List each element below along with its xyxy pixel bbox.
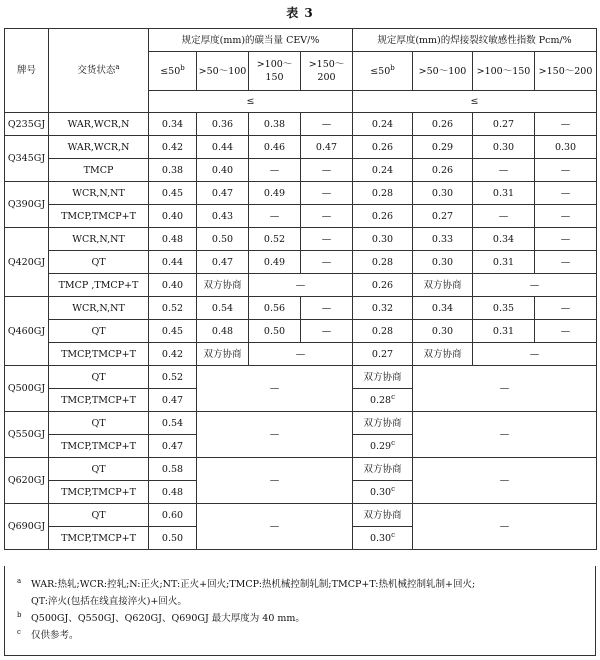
pcm-cell: 0.31 (473, 320, 535, 343)
pcm-cell: 0.31 (473, 251, 535, 274)
cev-cell: 0.58 (149, 458, 197, 481)
state-cell: TMCP,TMCP+T (49, 343, 149, 366)
pcm-cell: 0.30 (535, 136, 597, 159)
table-row (5, 297, 597, 320)
footnote-mark-b: b (390, 63, 395, 72)
pcm-value: 0.28 (369, 394, 392, 406)
cev-cell: 0.48 (197, 320, 249, 343)
pcm-cell: 0.30 (413, 251, 473, 274)
pcm-cell: 0.24 (353, 113, 413, 136)
cev-col-header: >100～150 (249, 52, 301, 91)
cev-cell: 0.36 (197, 113, 249, 136)
pcm-dash-cell: — (413, 412, 597, 458)
footnote-mark-a: a (115, 62, 120, 71)
cev-cell: 0.48 (149, 481, 197, 504)
grade-cell: Q345GJ (5, 136, 49, 182)
footnote-mark-c: c (391, 484, 396, 493)
cev-cell: 0.42 (149, 136, 197, 159)
pcm-dash-cell: — (413, 458, 597, 504)
cev-cell: — (301, 320, 353, 343)
pcm-cell: — (535, 113, 597, 136)
state-cell: TMCP,TMCP+T (49, 481, 149, 504)
pcm-cell: 0.32 (353, 297, 413, 320)
cev-cell: 0.47 (197, 182, 249, 205)
pcm-cell: — (473, 205, 535, 228)
cev-dash-cell: — (197, 458, 353, 504)
cev-group-header: 规定厚度(mm)的碳当量 CEV/% (149, 29, 353, 52)
state-cell: TMCP,TMCP+T (49, 389, 149, 412)
cev-cell: 0.50 (249, 320, 301, 343)
cev-cell: — (301, 182, 353, 205)
table-row (5, 343, 597, 366)
pcm-cell: 0.31 (473, 182, 535, 205)
footnote (17, 610, 585, 627)
cev-cell: 0.52 (149, 366, 197, 389)
cev-cell: — (301, 205, 353, 228)
cev-dash-cell: — (197, 366, 353, 412)
grade-cell: Q620GJ (5, 458, 49, 504)
pcm-cell: 0.29 (413, 136, 473, 159)
pcm-cell: 0.26 (353, 274, 413, 297)
table-row (5, 504, 597, 527)
footnote (17, 576, 585, 593)
pcm-cell: 0.34 (473, 228, 535, 251)
cev-col-header: >150～200 (301, 52, 353, 91)
pcm-agreement-cell: 双方协商 (353, 504, 413, 527)
pcm-dash-cell: — (473, 274, 597, 297)
pcm-cell (353, 481, 413, 504)
cev-cell: 0.56 (249, 297, 301, 320)
cev-dash-cell: — (249, 274, 353, 297)
pcm-cell: 0.35 (473, 297, 535, 320)
pcm-col-header: >150～200 (535, 52, 597, 91)
cev-col-header: >50～100 (197, 52, 249, 91)
state-cell: QT (49, 412, 149, 435)
cev-cell: — (301, 159, 353, 182)
cev-cell: 0.40 (149, 274, 197, 297)
grade-header: 牌号 (5, 29, 49, 113)
pcm-cell: 0.30 (413, 182, 473, 205)
footnote-mark: a (17, 577, 22, 585)
state-header (49, 29, 149, 113)
state-cell: WAR,WCR,N (49, 113, 149, 136)
cev-cell: — (301, 297, 353, 320)
pcm-cell (353, 527, 413, 550)
cev-cell: — (301, 113, 353, 136)
pcm-agreement-cell: 双方协商 (413, 343, 473, 366)
grade-cell: Q235GJ (5, 113, 49, 136)
state-cell: TMCP (49, 159, 149, 182)
pcm-dash-cell: — (413, 504, 597, 550)
table-row (5, 251, 597, 274)
cev-cell: 0.52 (149, 297, 197, 320)
table-row (5, 205, 597, 228)
footnote-mark: c (17, 628, 21, 636)
cev-cell: 0.45 (149, 182, 197, 205)
pcm-cell: 0.26 (353, 136, 413, 159)
cev-cell: 0.50 (197, 228, 249, 251)
pcm-group-header: 规定厚度(mm)的焊接裂纹敏感性指数 Pcm/% (353, 29, 597, 52)
table-row (5, 320, 597, 343)
cev-dash-cell: — (197, 412, 353, 458)
pcm-col-header: >50～100 (413, 52, 473, 91)
pcm-value: 0.29 (369, 440, 392, 452)
state-cell: WCR,N,NT (49, 297, 149, 320)
grade-cell: Q690GJ (5, 504, 49, 550)
pcm-dash-cell: — (413, 366, 597, 412)
state-cell: WCR,N,NT (49, 182, 149, 205)
pcm-value: 0.30 (369, 486, 392, 498)
pcm-col-text: ≤50 (370, 65, 391, 77)
cev-cell: 0.47 (149, 435, 197, 458)
pcm-cell: — (535, 251, 597, 274)
pcm-cell: — (535, 159, 597, 182)
cev-cell: 0.54 (149, 412, 197, 435)
table-row (5, 274, 597, 297)
pcm-cell: 0.27 (413, 205, 473, 228)
cev-cell: 0.42 (149, 343, 197, 366)
footnote-text: Q500GJ、Q550GJ、Q620GJ、Q690GJ 最大厚度为 40 mm。 (31, 613, 305, 624)
pcm-cell: — (473, 159, 535, 182)
grade-cell: Q390GJ (5, 182, 49, 228)
pcm-dash-cell: — (473, 343, 597, 366)
pcm-cell: 0.28 (353, 320, 413, 343)
state-cell: QT (49, 504, 149, 527)
pcm-cell: 0.30 (473, 136, 535, 159)
table-row (5, 366, 597, 389)
pcm-cell: 0.28 (353, 251, 413, 274)
cev-dash-cell: — (197, 504, 353, 550)
pcm-cell: — (535, 205, 597, 228)
state-cell: QT (49, 458, 149, 481)
cev-dash-cell: — (249, 343, 353, 366)
pcm-cell: 0.27 (353, 343, 413, 366)
cev-cell: 0.46 (249, 136, 301, 159)
grade-cell: Q550GJ (5, 412, 49, 458)
cev-cell: 0.50 (149, 527, 197, 550)
cev-cell: 0.44 (149, 251, 197, 274)
cev-cell: — (249, 205, 301, 228)
cev-cell: 0.44 (197, 136, 249, 159)
table-row (5, 136, 597, 159)
cev-cell: 0.47 (301, 136, 353, 159)
pcm-cell: 0.26 (413, 159, 473, 182)
footnote-mark-c: c (391, 438, 396, 447)
state-cell: TMCP,TMCP+T (49, 527, 149, 550)
footnote-mark-b: b (180, 63, 185, 72)
state-cell: TMCP,TMCP+T (49, 205, 149, 228)
state-cell: WCR,N,NT (49, 228, 149, 251)
cev-cell: 0.38 (249, 113, 301, 136)
cev-cell: — (249, 159, 301, 182)
pcm-cell (353, 435, 413, 458)
state-cell: QT (49, 251, 149, 274)
cev-agreement-cell: 双方协商 (197, 343, 249, 366)
pcm-cell (353, 389, 413, 412)
cev-cell: 0.40 (197, 159, 249, 182)
grade-cell: Q500GJ (5, 366, 49, 412)
pcm-cell: 0.30 (353, 228, 413, 251)
cev-cell: 0.49 (249, 182, 301, 205)
cev-cell: 0.40 (149, 205, 197, 228)
pcm-cell: 0.28 (353, 182, 413, 205)
cev-pcm-table (4, 28, 597, 550)
footnote-mark-c: c (391, 392, 396, 401)
state-cell: WAR,WCR,N (49, 136, 149, 159)
pcm-cell: 0.33 (413, 228, 473, 251)
grade-cell: Q420GJ (5, 228, 49, 297)
cev-limit-symbol: ≤ (149, 91, 353, 113)
pcm-cell: 0.24 (353, 159, 413, 182)
cev-cell: 0.48 (149, 228, 197, 251)
pcm-cell: — (535, 182, 597, 205)
footnote-text: 仅供参考。 (31, 630, 79, 641)
cev-cell: 0.45 (149, 320, 197, 343)
footnote-text: WAR:热轧;WCR:控轧;N:正火;NT:正火+回火;TMCP:热机械控制轧制;TMCP+T:热机械控制轧制+回火; (31, 579, 476, 590)
table-title: 表 3 (286, 6, 314, 20)
state-cell: TMCP,TMCP+T (49, 435, 149, 458)
table-row (5, 113, 597, 136)
cev-cell: 0.60 (149, 504, 197, 527)
cev-cell: 0.49 (249, 251, 301, 274)
cev-cell: 0.34 (149, 113, 197, 136)
table-row (5, 228, 597, 251)
footnote (17, 627, 585, 644)
state-cell: TMCP ,TMCP+T (49, 274, 149, 297)
pcm-cell: 0.26 (413, 113, 473, 136)
grade-cell: Q460GJ (5, 297, 49, 366)
pcm-limit-symbol: ≤ (353, 91, 597, 113)
cev-cell: — (301, 251, 353, 274)
pcm-cell: — (535, 228, 597, 251)
cev-cell: 0.47 (149, 389, 197, 412)
table-footnotes (4, 566, 596, 656)
footnote-mark: b (17, 611, 22, 619)
pcm-col-header: >100～150 (473, 52, 535, 91)
cev-cell: 0.47 (197, 251, 249, 274)
pcm-cell: 0.34 (413, 297, 473, 320)
state-cell: QT (49, 366, 149, 389)
table-row (5, 182, 597, 205)
pcm-cell: — (535, 297, 597, 320)
pcm-cell: — (535, 320, 597, 343)
table-row (5, 412, 597, 435)
state-header-text: 交货状态 (77, 65, 116, 76)
footnote (31, 593, 585, 610)
table-row (5, 458, 597, 481)
cev-agreement-cell: 双方协商 (197, 274, 249, 297)
pcm-cell: 0.30 (413, 320, 473, 343)
pcm-value: 0.30 (369, 532, 392, 544)
state-cell: QT (49, 320, 149, 343)
cev-cell: — (301, 228, 353, 251)
cev-cell: 0.52 (249, 228, 301, 251)
cev-cell: 0.38 (149, 159, 197, 182)
pcm-cell: 0.27 (473, 113, 535, 136)
pcm-agreement-cell: 双方协商 (353, 458, 413, 481)
pcm-agreement-cell: 双方协商 (353, 366, 413, 389)
table-row (5, 159, 597, 182)
cev-col-text: ≤50 (160, 65, 181, 77)
pcm-agreement-cell: 双方协商 (353, 412, 413, 435)
pcm-cell: 0.26 (353, 205, 413, 228)
pcm-agreement-cell: 双方协商 (413, 274, 473, 297)
footnote-text: QT:淬火(包括在线直接淬火)+回火。 (31, 596, 187, 607)
cev-cell: 0.43 (197, 205, 249, 228)
cev-col-header (149, 52, 197, 91)
cev-cell: 0.54 (197, 297, 249, 320)
pcm-col-header (353, 52, 413, 91)
footnote-mark-c: c (391, 530, 396, 539)
